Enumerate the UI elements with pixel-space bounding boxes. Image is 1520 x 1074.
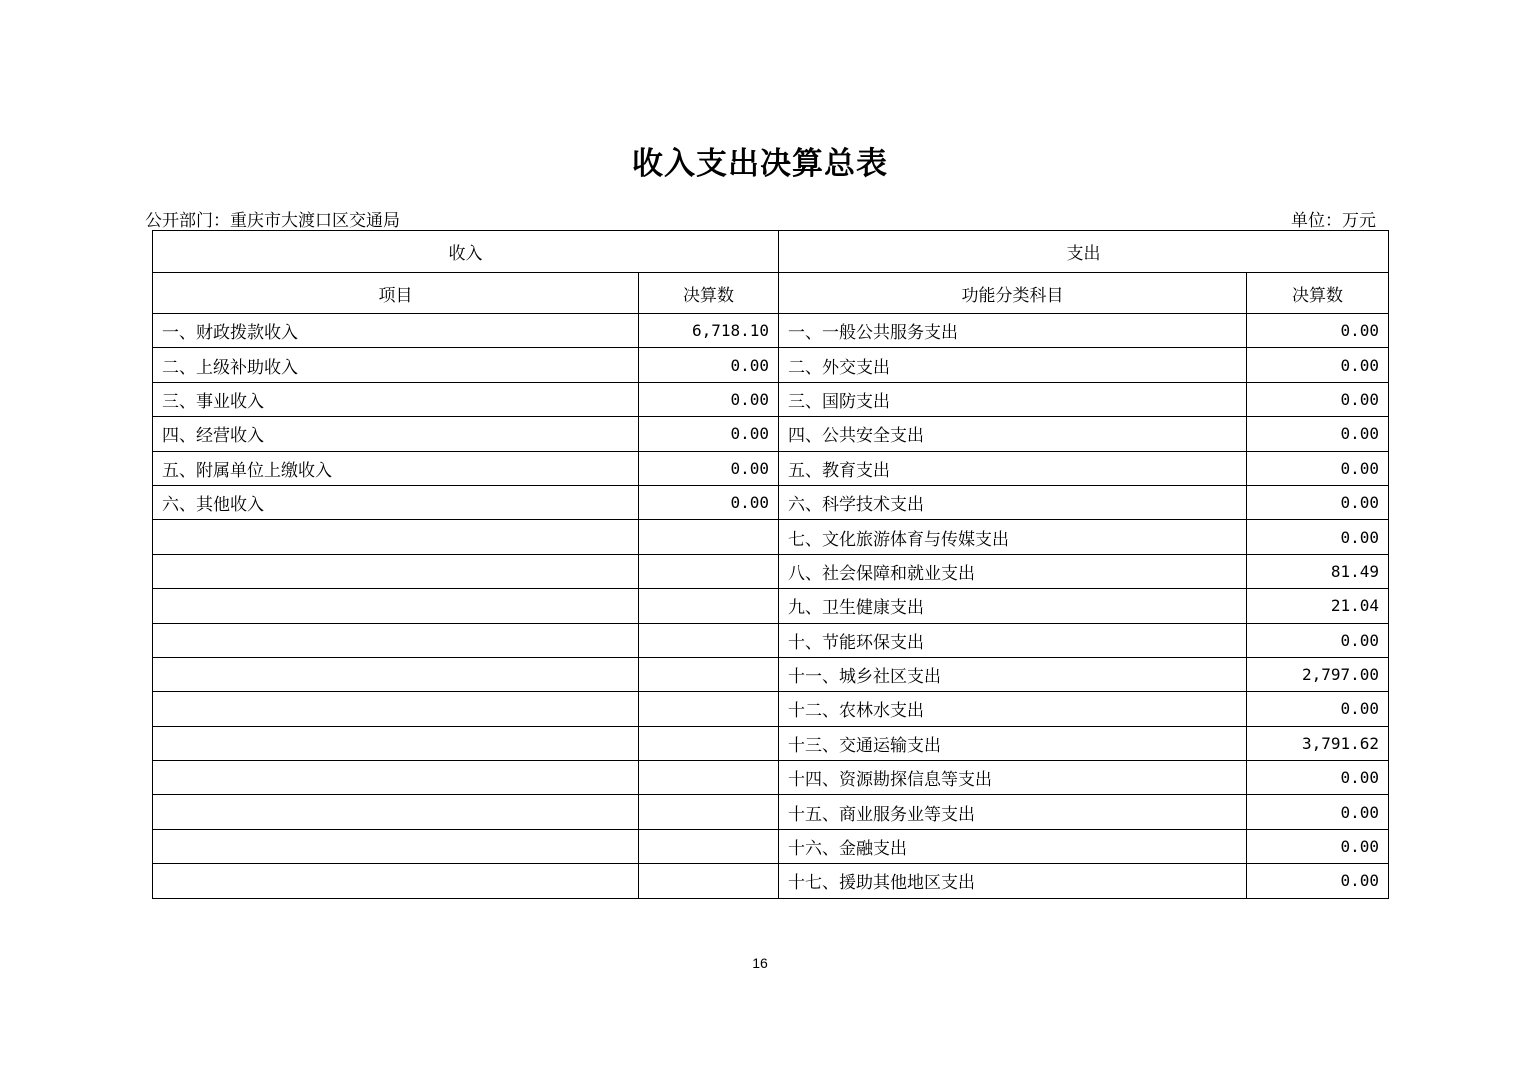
expense-item-cell: 八、社会保障和就业支出 bbox=[779, 554, 1247, 588]
table-row bbox=[153, 554, 1389, 588]
expense-item-cell: 一、一般公共服务支出 bbox=[779, 314, 1247, 348]
expense-amount-cell: 0.00 bbox=[1247, 382, 1389, 416]
table-header-column-row bbox=[153, 273, 1389, 314]
table-row bbox=[153, 417, 1389, 451]
expense-amount-cell: 2,797.00 bbox=[1247, 657, 1389, 691]
income-item-cell bbox=[153, 864, 639, 898]
table-row bbox=[153, 382, 1389, 416]
table-row bbox=[153, 795, 1389, 829]
income-item-cell bbox=[153, 623, 639, 657]
unit-label: 单位：万元 bbox=[1291, 211, 1376, 231]
income-header: 收入 bbox=[153, 231, 779, 273]
expense-amount-cell: 0.00 bbox=[1247, 761, 1389, 795]
income-amount-cell bbox=[639, 554, 779, 588]
income-amount-cell bbox=[639, 829, 779, 863]
expense-amount-cell: 0.00 bbox=[1247, 692, 1389, 726]
expense-amount-cell: 0.00 bbox=[1247, 829, 1389, 863]
expense-amount-cell: 81.49 bbox=[1247, 554, 1389, 588]
expense-item-cell: 十三、交通运输支出 bbox=[779, 726, 1247, 760]
expense-item-cell: 十六、金融支出 bbox=[779, 829, 1247, 863]
expense-item-cell: 九、卫生健康支出 bbox=[779, 589, 1247, 623]
expense-amount-cell: 0.00 bbox=[1247, 795, 1389, 829]
income-amount-cell bbox=[639, 726, 779, 760]
income-item-cell bbox=[153, 761, 639, 795]
page-number: 16 bbox=[752, 955, 768, 971]
table-row bbox=[153, 348, 1389, 382]
expense-amount-cell: 0.00 bbox=[1247, 314, 1389, 348]
income-item-cell bbox=[153, 657, 639, 691]
expense-item-cell: 十四、资源勘探信息等支出 bbox=[779, 761, 1247, 795]
table-row bbox=[153, 485, 1389, 519]
table-row bbox=[153, 451, 1389, 485]
income-amount-cell bbox=[639, 692, 779, 726]
income-amount-cell: 0.00 bbox=[639, 451, 779, 485]
expense-amount-cell: 0.00 bbox=[1247, 417, 1389, 451]
expense-item-cell: 六、科学技术支出 bbox=[779, 485, 1247, 519]
table-row bbox=[153, 623, 1389, 657]
income-amount-cell bbox=[639, 623, 779, 657]
expense-amount-cell: 0.00 bbox=[1247, 864, 1389, 898]
expense-item-cell: 十、节能环保支出 bbox=[779, 623, 1247, 657]
expense-item-cell: 十二、农林水支出 bbox=[779, 692, 1247, 726]
income-expense-table bbox=[152, 230, 1389, 899]
page-title: 收入支出决算总表 bbox=[632, 146, 888, 182]
expense-item-cell: 二、外交支出 bbox=[779, 348, 1247, 382]
table-body bbox=[153, 314, 1389, 899]
income-item-cell bbox=[153, 829, 639, 863]
expense-item-cell: 十五、商业服务业等支出 bbox=[779, 795, 1247, 829]
income-amount-cell: 0.00 bbox=[639, 417, 779, 451]
expense-amount-header: 决算数 bbox=[1247, 273, 1389, 314]
income-amount-header: 决算数 bbox=[639, 273, 779, 314]
income-amount-cell bbox=[639, 864, 779, 898]
expense-item-header: 功能分类科目 bbox=[779, 273, 1247, 314]
expense-amount-cell: 0.00 bbox=[1247, 485, 1389, 519]
table-row bbox=[153, 520, 1389, 554]
expense-item-cell: 十一、城乡社区支出 bbox=[779, 657, 1247, 691]
income-item-cell: 三、事业收入 bbox=[153, 382, 639, 416]
expense-amount-cell: 0.00 bbox=[1247, 348, 1389, 382]
table-header-group-row bbox=[153, 231, 1389, 273]
income-item-cell bbox=[153, 520, 639, 554]
expense-item-cell: 七、文化旅游体育与传媒支出 bbox=[779, 520, 1247, 554]
income-item-cell: 五、附属单位上缴收入 bbox=[153, 451, 639, 485]
table-row bbox=[153, 589, 1389, 623]
income-item-cell: 二、上级补助收入 bbox=[153, 348, 639, 382]
income-amount-cell bbox=[639, 761, 779, 795]
income-amount-cell: 0.00 bbox=[639, 348, 779, 382]
income-item-cell bbox=[153, 589, 639, 623]
income-amount-cell: 0.00 bbox=[639, 485, 779, 519]
expense-header: 支出 bbox=[779, 231, 1389, 273]
expense-item-cell: 十七、援助其他地区支出 bbox=[779, 864, 1247, 898]
income-amount-cell bbox=[639, 795, 779, 829]
income-amount-cell bbox=[639, 589, 779, 623]
income-item-cell: 四、经营收入 bbox=[153, 417, 639, 451]
expense-amount-cell: 0.00 bbox=[1247, 451, 1389, 485]
income-item-cell bbox=[153, 692, 639, 726]
expense-item-cell: 三、国防支出 bbox=[779, 382, 1247, 416]
table-row bbox=[153, 692, 1389, 726]
income-item-cell bbox=[153, 726, 639, 760]
table-row bbox=[153, 864, 1389, 898]
income-amount-cell: 6,718.10 bbox=[639, 314, 779, 348]
expense-item-cell: 五、教育支出 bbox=[779, 451, 1247, 485]
income-amount-cell bbox=[639, 657, 779, 691]
expense-amount-cell: 0.00 bbox=[1247, 520, 1389, 554]
income-item-cell: 一、财政拨款收入 bbox=[153, 314, 639, 348]
income-item-cell bbox=[153, 554, 639, 588]
expense-amount-cell: 3,791.62 bbox=[1247, 726, 1389, 760]
table-row bbox=[153, 657, 1389, 691]
income-amount-cell: 0.00 bbox=[639, 382, 779, 416]
income-item-cell: 六、其他收入 bbox=[153, 485, 639, 519]
income-item-cell bbox=[153, 795, 639, 829]
table-row bbox=[153, 726, 1389, 760]
expense-amount-cell: 0.00 bbox=[1247, 623, 1389, 657]
table-row bbox=[153, 761, 1389, 795]
income-item-header: 项目 bbox=[153, 273, 639, 314]
income-amount-cell bbox=[639, 520, 779, 554]
expense-amount-cell: 21.04 bbox=[1247, 589, 1389, 623]
table-row bbox=[153, 314, 1389, 348]
department-label: 公开部门：重庆市大渡口区交通局 bbox=[145, 211, 400, 231]
table-row bbox=[153, 829, 1389, 863]
expense-item-cell: 四、公共安全支出 bbox=[779, 417, 1247, 451]
